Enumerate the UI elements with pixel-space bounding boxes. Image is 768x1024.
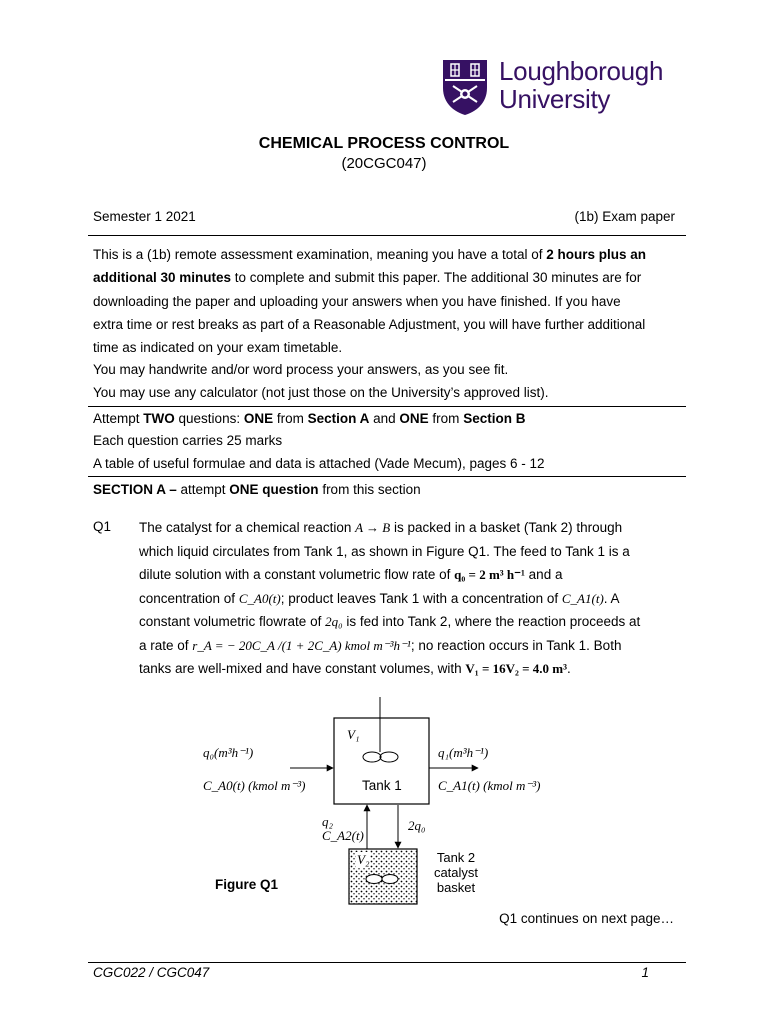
page-number: 1 xyxy=(641,965,649,980)
tank-2-volume-label: V₂ xyxy=(357,852,370,867)
question-line: tanks are well-mixed and have constant volumes, with V₁ = 16V₂ = 4.0 m³. xyxy=(139,661,571,676)
instruction-line: downloading the paper and uploading your answers when you have finished. If you have xyxy=(93,294,621,309)
tank-2-label: Tank 2 catalyst basket xyxy=(433,850,479,895)
footer-divider xyxy=(88,962,686,963)
divider xyxy=(88,406,686,407)
divider xyxy=(88,235,686,236)
paper-type-label: (1b) Exam paper xyxy=(574,209,675,224)
question-line: constant volumetric flowrate of 2q₀ is fed into Tank 2, where the reaction proceeds at xyxy=(139,614,641,629)
question-line: which liquid circulates from Tank 1, as shown in Figure Q1. The feed to Tank 1 is a xyxy=(139,544,630,559)
agitator-blade xyxy=(366,875,382,884)
return-flow-label: q₂ xyxy=(322,814,334,829)
process-diagram xyxy=(0,690,768,910)
question-line: dilute solution with a constant volumetric flow rate of q₀ = 2 m³ h⁻¹ and a xyxy=(139,567,563,582)
logo-line-1: Loughborough xyxy=(499,56,664,86)
semester-label: Semester 1 2021 xyxy=(93,209,196,224)
divider xyxy=(88,476,686,477)
agitator-blade xyxy=(382,875,398,884)
exam-title: CHEMICAL PROCESS CONTROL xyxy=(258,135,510,152)
module-code: (20CGC047) xyxy=(341,155,427,172)
university-crest-icon xyxy=(441,58,489,116)
formulae-line: A table of useful formulae and data is attached (Vade Mecum), pages 6 - 12 xyxy=(93,456,545,471)
return-conc-label: C_A2(t) xyxy=(322,828,364,843)
question-line: The catalyst for a chemical reaction A → B is packed in a basket (Tank 2) through xyxy=(139,520,623,535)
question-line: concentration of C_A0(t); product leaves Tank 1 with a concentration of C_A1(t). A xyxy=(139,591,620,606)
question-number: Q1 xyxy=(93,519,112,534)
attempt-line: Attempt TWO questions: ONE from Section A and ONE from Section B xyxy=(93,411,526,426)
instruction-line: You may handwrite and/or word process your answers, as you see fit. xyxy=(93,362,509,377)
question-line: a rate of r_A = − 20C_A /(1 + 2C_A) kmol m⁻³h⁻¹; no reaction occurs in Tank 1. Both xyxy=(139,638,622,653)
footer-codes: CGC022 / CGC047 xyxy=(93,965,210,980)
continues-note: Q1 continues on next page… xyxy=(499,911,674,926)
instruction-line: You may use any calculator (not just those on the University’s approved list). xyxy=(93,385,549,400)
section-heading: SECTION A – attempt ONE question from this section xyxy=(93,482,421,497)
recycle-flow-label: 2q₀ xyxy=(408,818,426,833)
university-logo xyxy=(441,58,681,118)
instruction-line: extra time or rest breaks as part of a Reasonable Adjustment, you will have further additional xyxy=(93,317,646,332)
outlet-conc-label: C_A1(t) (kmol m⁻³) xyxy=(438,778,541,793)
tank-1-label: Tank 1 xyxy=(362,778,402,793)
tank-1-volume-label: V₁ xyxy=(347,727,360,742)
feed-flow-label: q₀(m³h⁻¹) xyxy=(203,745,254,760)
instruction-line: This is a (1b) remote assessment examination, meaning you have a total of 2 hours plus an xyxy=(93,247,647,262)
marks-line: Each question carries 25 marks xyxy=(93,433,283,448)
feed-conc-label: C_A0(t) (kmol m⁻³) xyxy=(203,778,306,793)
logo-line-2: University xyxy=(499,84,611,114)
instruction-line: additional 30 minutes to complete and submit this paper. The additional 30 minutes are for xyxy=(93,270,642,285)
figure-caption: Figure Q1 xyxy=(215,877,279,892)
instruction-line: time as indicated on your exam timetable. xyxy=(93,340,343,355)
outlet-flow-label: q₁(m³h⁻¹) xyxy=(438,745,489,760)
